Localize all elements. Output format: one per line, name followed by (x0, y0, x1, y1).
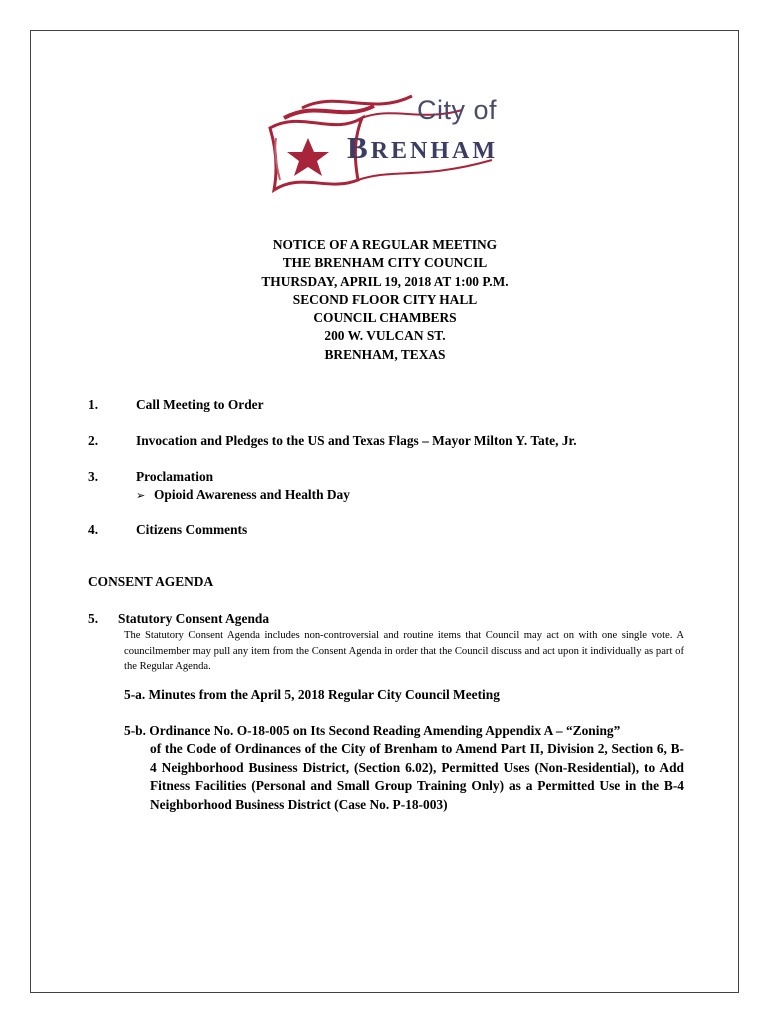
meeting-notice-header (0, 236, 770, 364)
item-text: Citizens Comments (136, 522, 248, 537)
consent-description: The Statutory Consent Agenda includes non-controversial and routine items that Council may act on with one single vote. A councilmember may pull any item from the Consent Agenda in order that the Council discuss and act upon it individually as part of the Regular Agenda. (124, 630, 684, 673)
consent-item-title: Statutory Consent Agenda (118, 611, 270, 626)
header-line: THE BRENHAM CITY COUNCIL (282, 255, 488, 271)
item-text: Call Meeting to Order (136, 397, 264, 412)
item-number: 5. (88, 611, 99, 626)
subitem-text: Opioid Awareness and Health Day (154, 487, 350, 502)
consent-subitem-5b (124, 722, 684, 814)
logo-city-text: City of (417, 95, 498, 125)
header-line: NOTICE OF A REGULAR MEETING (272, 237, 498, 252)
header-line: COUNCIL CHAMBERS (313, 310, 457, 326)
header-line: BRENHAM, TEXAS (324, 346, 446, 362)
item-text: Invocation and Pledges to the US and Texas Flags – Mayor Milton Y. Tate, Jr. (136, 433, 577, 448)
proclamation-subitem (136, 487, 350, 503)
consent-agenda-heading: CONSENT AGENDA (88, 574, 214, 589)
logo-name-text: BRENHAM (347, 130, 499, 165)
subitem-5b-lead: 5-b. Ordinance No. O-18-005 on Its Second Reading Amending Appendix A – “Zoning” (124, 723, 621, 738)
header-line: SECOND FLOOR CITY HALL (292, 291, 478, 307)
item-text: Proclamation (136, 469, 214, 484)
item-number: 2. (88, 433, 99, 448)
city-logo (262, 88, 512, 203)
subitem-5b-body: of the Code of Ordinances of the City of Brenham to Amend Part II, Division 2, Section 6, B-4 Neighborhood Business District, (Section 6.02), Permitted Uses (Non-Residential), to Add Fitness Facilities (Personal and Small Group Training Only) as a Permitted Use in the B-4 Neighborhood Business District (Case No. P-18-003) (150, 741, 684, 812)
arrow-bullet-icon: ➢ (136, 489, 146, 502)
item-number: 3. (88, 469, 99, 484)
consent-subitem-5a: 5-a. Minutes from the April 5, 2018 Regular City Council Meeting (124, 687, 500, 702)
header-line: 200 W. VULCAN ST. (324, 328, 446, 344)
item-number: 1. (88, 397, 99, 412)
item-number: 4. (88, 522, 99, 537)
header-line: THURSDAY, APRIL 19, 2018 AT 1:00 P.M. (261, 273, 509, 289)
star-icon (287, 138, 329, 176)
